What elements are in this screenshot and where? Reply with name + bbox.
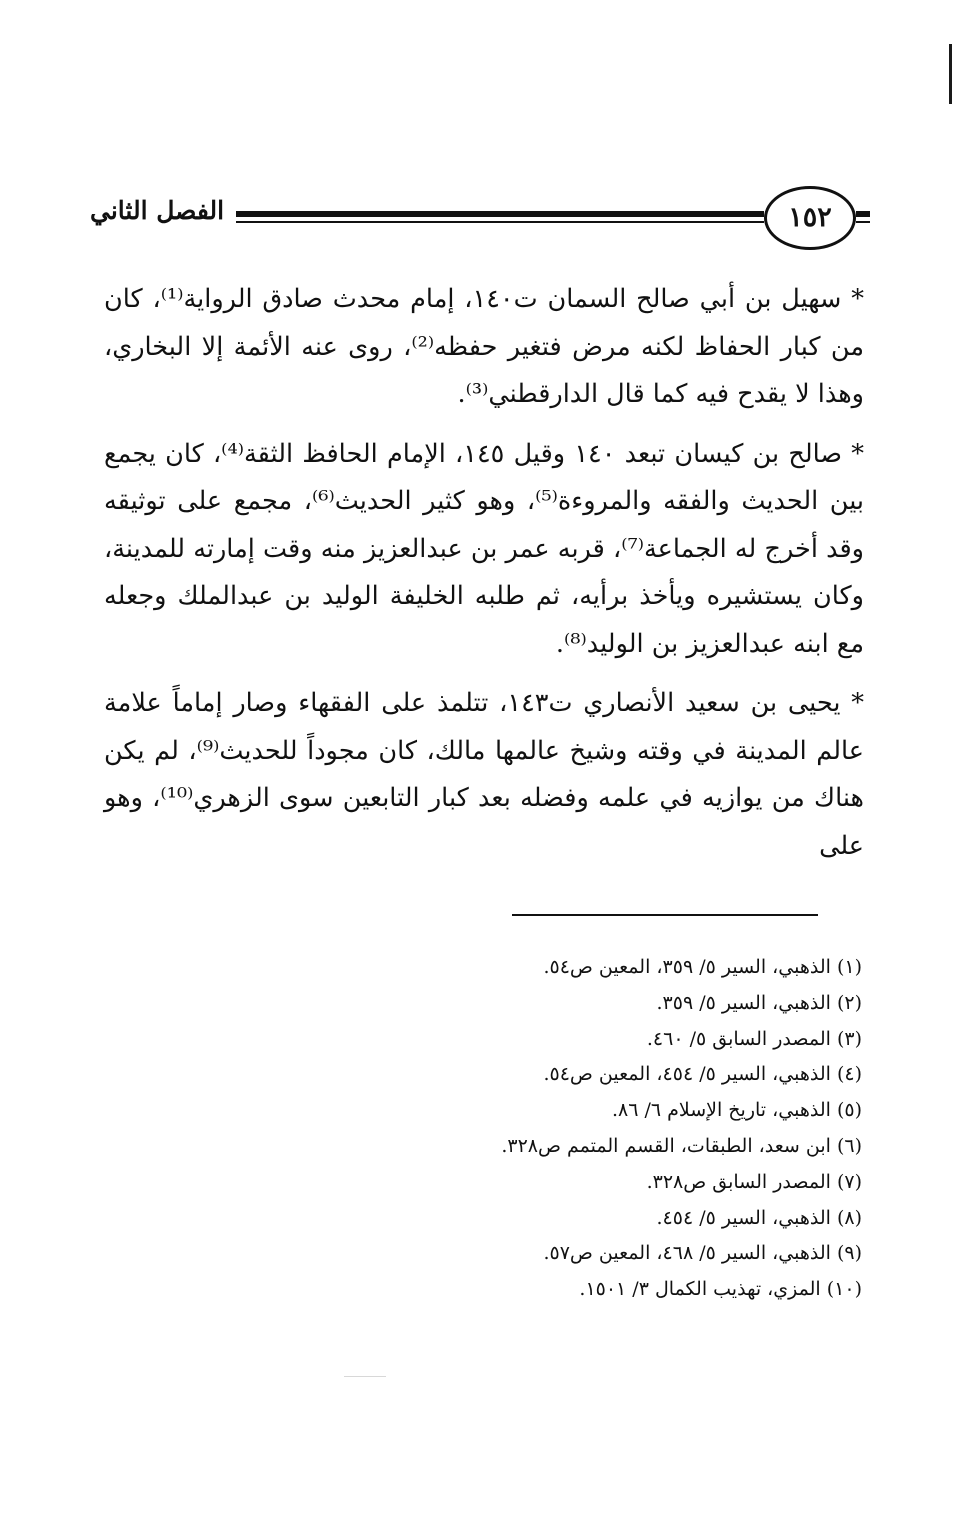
footnote-2: (٢) الذهبي، السير ٥/ ٣٥٩. — [656, 991, 862, 1014]
footnote-7: (٧) المصدر السابق ص٣٢٨. — [646, 1170, 862, 1193]
footnotes — [300, 950, 862, 1308]
scan-mark — [344, 1376, 386, 1377]
footnote-10: (١٠) المزي، تهذيب الكمال ٣/ ١٥٠١. — [579, 1278, 862, 1301]
main-text — [104, 276, 864, 870]
footnote-9: (٩) الذهبي، السير ٥/ ٤٦٨، المعين ص٥٧. — [543, 1242, 862, 1265]
page-number: ١٥٢ — [764, 186, 856, 250]
page-header — [90, 186, 870, 248]
footnote-1: (١) الذهبي، السير ٥/ ٣٥٩، المعين ص٥٤. — [543, 956, 862, 978]
entry-yahya: * يحيى بن سعيد الأنصاري ت١٤٣، تتلمذ على الفقهاء وصار إماماً علامة عالم المدينة في وقته وشيخ عالمها مالك، كان مجوداً للحديث⁽⁹⁾، لم يكن هناك من يوازيه في علمه وفضله بعد كبار التابعين سوى الزهري⁽¹⁰⁾، وهو على — [104, 688, 864, 861]
header-rule-right-thin — [856, 221, 870, 223]
footnote-5: (٥) الذهبي، تاريخ الإسلام ٦/ ٨٦. — [611, 1099, 862, 1122]
header-rule-thick — [236, 211, 764, 217]
page-edge-mark — [949, 44, 952, 104]
footnote-6: (٦) ابن سعد، الطبقات، القسم المتمم ص٣٢٨. — [501, 1134, 862, 1157]
entry-suhail: * سهيل بن أبي صالح السمان ت١٤٠، إمام محدث صادق الرواية⁽¹⁾، كان من كبار الحفاظ لكنه مرض فتغير حفظه⁽²⁾، روى عنه الأئمة إلا البخاري، وهذا لا يقدح فيه كما قال الدارقطني⁽³⁾. — [104, 284, 864, 409]
footnote-3: (٣) المصدر السابق ٥/ ٤٦٠. — [646, 1027, 862, 1050]
chapter-title: الفصل الثاني — [90, 196, 225, 225]
footnote-divider — [512, 914, 818, 916]
footnote-4: (٤) الذهبي، السير ٥/ ٤٥٤، المعين ص٥٤. — [543, 1063, 862, 1086]
header-rule-right — [856, 211, 870, 217]
entry-salih: * صالح بن كيسان تبعد ١٤٠ وقيل ١٤٥، الإمام الحافظ الثقة⁽⁴⁾، كان يجمع بين الحديث والفقه والمروءة⁽⁵⁾، وهو كثير الحديث⁽⁶⁾، مجمع على توثيقه وقد أخرج له الجماعة⁽⁷⁾، قربه عمر بن عبدالعزيز منه وقت إمارته للمدينة، وكان يستشيره ويأخذ برأيه، ثم طلبه الخليفة الوليد بن عبدالملك وجعله مع ابنه عبدالعزيز بن الوليد⁽⁸⁾. — [104, 438, 864, 659]
footnote-8: (٨) الذهبي، السير ٥/ ٤٥٤. — [656, 1206, 862, 1229]
header-rule-thin — [236, 221, 764, 223]
